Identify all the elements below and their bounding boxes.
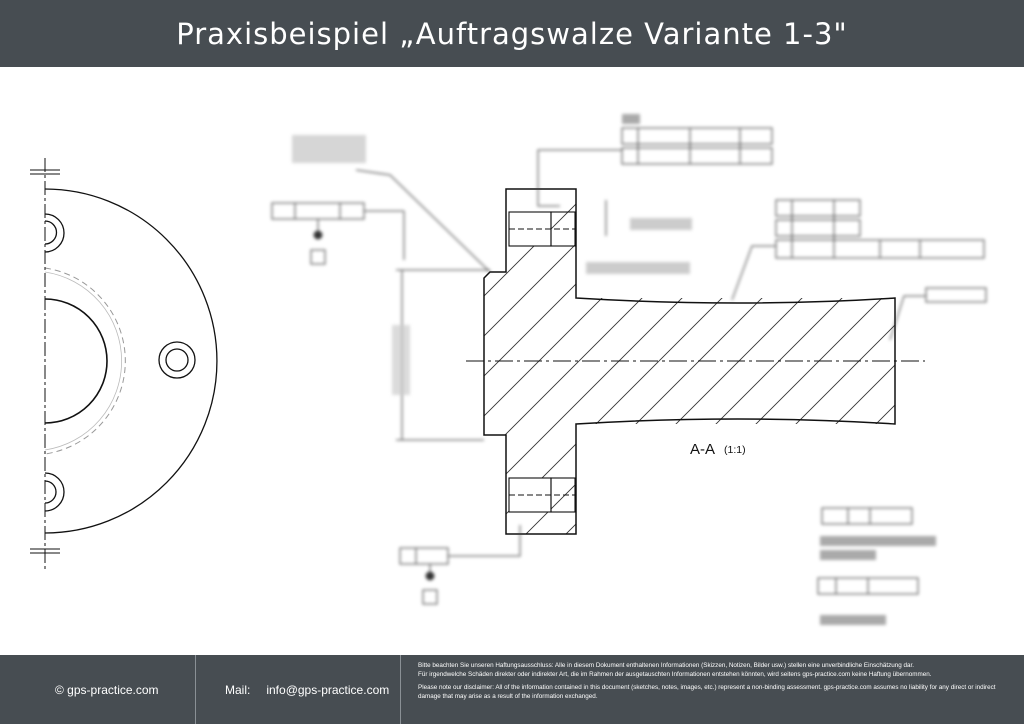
bolt-hole-right-inner — [166, 349, 188, 371]
drawing-svg — [0, 67, 1024, 655]
section-label: A-A — [690, 441, 716, 458]
section-view — [220, 160, 1024, 560]
footer-divider — [400, 655, 401, 724]
hidden-arc — [45, 268, 125, 454]
bolt-hole-top — [45, 214, 64, 252]
bore-arc — [45, 299, 107, 423]
flange-outer-arc — [45, 189, 217, 533]
contact-mail — [225, 655, 389, 724]
mail-link[interactable]: info@gps-practice.com — [266, 682, 390, 697]
footer — [0, 655, 1024, 724]
disclaimer — [418, 661, 1018, 705]
disclaimer-de-1: Bitte beachten Sie unseren Haftungsausschluss: Alle in diesem Dokument enthaltenen Informationen (Skizzen, Notizen, Bilder usw.) stellen eine unverbindliche Einschätzung dar. — [418, 662, 914, 669]
feature-frame — [272, 203, 364, 219]
disclaimer-en: Please note our disclaimer: All of the information contained in this document (sketches, notes, images, etc.) represent a non-binding assessment. gps-practice.com assumes no liability for any direct or indirect damage that may arise as a result of the information exchanged. — [418, 684, 996, 700]
bolt-hole-bottom — [45, 473, 64, 511]
bolt-hole-bottom-inner — [45, 481, 56, 503]
disclaimer-de-2: Für irgendwelche Schäden direkter oder indirekter Art, die im Rahmen der ausgetauschten Informationen entstehen könnten, wird seitens gps-practice.com keine Haftung übernommen. — [418, 671, 932, 678]
bolt-hole-right — [159, 342, 195, 378]
mail-label: Mail: — [225, 682, 251, 697]
counterbores — [509, 212, 575, 512]
note-block — [292, 135, 366, 163]
dimension-text — [392, 325, 410, 395]
section-scale: (1:1) — [724, 444, 746, 456]
page-title: Praxisbeispiel „Auftragswalze Variante 1-3" — [176, 16, 848, 51]
flange-front-view — [30, 158, 217, 570]
hatching — [220, 160, 1024, 560]
bolt-hole-top-inner — [45, 221, 57, 244]
hidden-arc-inner — [45, 272, 122, 450]
datum-triangle — [314, 231, 322, 239]
datum-box — [311, 250, 325, 264]
technical-drawing — [0, 67, 1024, 655]
copyright: © gps-practice.com — [55, 682, 159, 697]
footer-divider — [195, 655, 196, 724]
gdt-annotations — [272, 114, 986, 625]
title-bar — [0, 0, 1024, 67]
